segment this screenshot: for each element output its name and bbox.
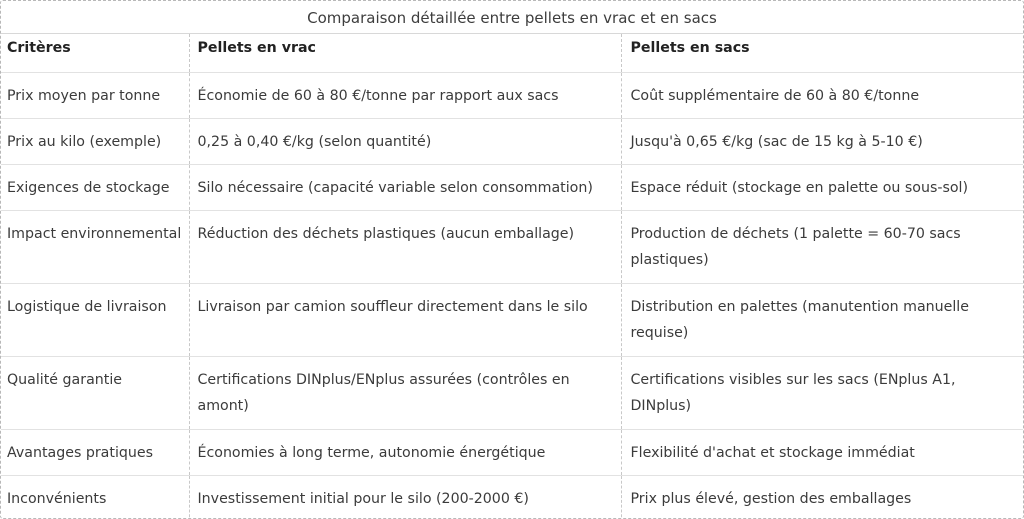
table-row: [1, 73, 1023, 119]
table-header-row: [1, 34, 1023, 73]
header-bagged-pellets: Pellets en sacs: [621, 34, 1023, 73]
table-row: [1, 476, 1023, 519]
cell-criteria: Logistique de livraison: [1, 284, 189, 357]
cell-bulk: Investissement initial pour le silo (200-2000 €): [189, 476, 621, 519]
cell-bagged: Espace réduit (stockage en palette ou sous-sol): [621, 165, 1023, 211]
cell-bagged: Distribution en palettes (manutention manuelle requise): [621, 284, 1023, 357]
cell-bulk: Livraison par camion souffleur directement dans le silo: [189, 284, 621, 357]
comparison-table: [1, 1, 1023, 519]
cell-bagged: Jusqu'à 0,65 €/kg (sac de 15 kg à 5-10 €): [621, 119, 1023, 165]
cell-bagged: Production de déchets (1 palette = 60-70 sacs plastiques): [621, 211, 1023, 284]
cell-bagged: Flexibilité d'achat et stockage immédiat: [621, 430, 1023, 476]
table-row: [1, 357, 1023, 430]
cell-criteria: Qualité garantie: [1, 357, 189, 430]
cell-criteria: Prix moyen par tonne: [1, 73, 189, 119]
cell-bagged: Prix plus élevé, gestion des emballages: [621, 476, 1023, 519]
cell-bagged: Coût supplémentaire de 60 à 80 €/tonne: [621, 73, 1023, 119]
cell-criteria: Prix au kilo (exemple): [1, 119, 189, 165]
cell-bulk: Économie de 60 à 80 €/tonne par rapport aux sacs: [189, 73, 621, 119]
cell-bulk: Certifications DINplus/ENplus assurées (contrôles en amont): [189, 357, 621, 430]
table-row: [1, 430, 1023, 476]
header-bulk-pellets: Pellets en vrac: [189, 34, 621, 73]
table-row: [1, 284, 1023, 357]
table-row: [1, 119, 1023, 165]
cell-bulk: 0,25 à 0,40 €/kg (selon quantité): [189, 119, 621, 165]
cell-bulk: Économies à long terme, autonomie énergétique: [189, 430, 621, 476]
table-row: [1, 211, 1023, 284]
cell-criteria: Inconvénients: [1, 476, 189, 519]
cell-criteria: Impact environnemental: [1, 211, 189, 284]
cell-bulk: Silo nécessaire (capacité variable selon consommation): [189, 165, 621, 211]
cell-bagged: Certifications visibles sur les sacs (ENplus A1, DINplus): [621, 357, 1023, 430]
table-caption: Comparaison détaillée entre pellets en vrac et en sacs: [307, 9, 717, 27]
table-row: [1, 165, 1023, 211]
cell-criteria: Exigences de stockage: [1, 165, 189, 211]
header-criteria: Critères: [1, 34, 189, 73]
cell-bulk: Réduction des déchets plastiques (aucun emballage): [189, 211, 621, 284]
cell-criteria: Avantages pratiques: [1, 430, 189, 476]
